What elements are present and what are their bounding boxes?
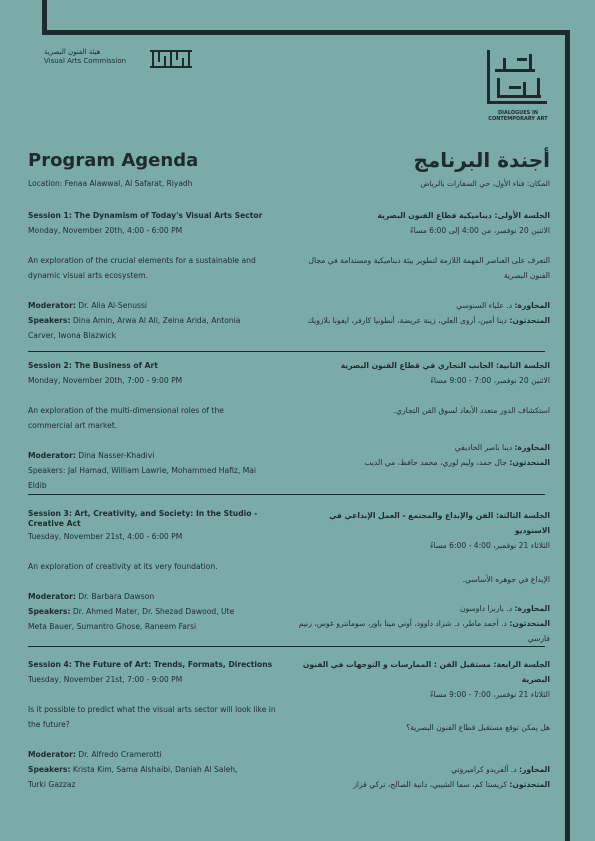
speakers-names: دينا أمين، أروى العلي، زينة عريضة، أنطونيا كارفر، ايفونا بلازويك [307,316,510,325]
session-description: استكشاف الدور متعدد الأبعاد لسوق الفن التجاري. [393,406,550,415]
moderator-name: د. ألفريدو كراميروتي [451,765,519,774]
speakers-names: Dina Amin, Arwa Al Ali, Zeina Arida, Antonia Carver, Iwona Blazwick [28,316,241,340]
vac-logo-icon [150,48,192,70]
speakers-label: Speakers: [28,765,71,774]
brand-en-line2: CONTEMPORARY ART [488,116,548,122]
org-name-ar: هيئة الفنون البصرية [44,48,101,56]
vac-logo-text [44,48,144,66]
moderator-name: دينا ناصر الخاديفي [454,443,515,452]
frame-right-border [565,30,570,841]
speakers-label: المتحدثون: [509,780,550,789]
moderator-label: المحاورة: [514,443,550,452]
session-speakers [28,463,258,493]
dialogues-logo-icon [485,48,551,106]
session-description: An exploration of the crucial elements for a sustainable and dynamic visual arts ecosystem. [28,256,256,280]
session-description: هل يمكن توقع مستقبل قطاع الفنون البصرية؟ [406,723,550,732]
session-speakers [28,313,248,343]
session-divider [28,351,545,352]
moderator-label: Moderator: [28,592,76,601]
session-title: الجلسة الرابعة: مستقبل الفن : الممارسات و التوجهات في الفنون البصرية [302,660,550,684]
session-title: الجلسة الثالثة: الفن والإبداع والمجتمع - العمل الإبداعي في الاستوديو [329,511,550,535]
session-moderator [28,448,298,463]
speakers-label: Speakers: [28,466,66,475]
session-date: Tuesday, November 21st, 7:00 - 9:00 PM [28,675,183,684]
session-description: An exploration of creativity at its very foundation. [28,562,218,571]
speakers-label: Speakers: [28,607,71,616]
speakers-names: جال حمد، وليم لوري، محمد حافظ، مي الديب [364,458,510,467]
speakers-names: د. أحمد ماطر، د. شزاد داوود، أوتي ميتا باور، سومانترو غوس، رنيم فارسي [298,619,550,643]
session-speakers [295,313,550,328]
org-name-en: Visual Arts Commission [44,57,127,65]
moderator-name: Dr. Alia Al-Senussi [75,301,148,310]
moderator-label: Moderator: [28,750,76,759]
session-description: الإبداع في جوهره الأساسي. [462,575,550,584]
brand-en-line1: DIALOGUES IN [497,110,539,116]
moderator-label: Moderator: [28,451,76,460]
session-speakers [295,777,550,792]
speakers-label: المتحدثون: [509,458,550,467]
moderator-name: Dr. Barbara Dawson [75,592,155,601]
session-title: Session 2: The Business of Art [28,361,158,370]
session-moderator [295,762,550,777]
session-moderator [28,298,298,313]
session-4-ar [295,657,550,792]
session-title: Session 3: Art, Creativity, and Society: In the Studio - Creative Act [28,509,258,528]
location-ar: المكان: فناء الأول، حي السفارات بالرياض [420,179,550,188]
session-title: Session 1: The Dynamism of Today's Visual Arts Sector [28,211,263,220]
speakers-label: المتحدثون: [509,316,550,325]
session-2-ar [295,358,550,470]
session-divider [28,494,545,495]
session-speakers [28,604,243,634]
moderator-name: د. علياء السنوسي [456,301,515,310]
session-description: Is it possible to predict what the visual arts sector will look like in the future? [28,705,276,729]
session-date: الثلاثاء 21 نوفمبر، 7:00 - 9:00 مساءً [429,690,550,699]
moderator-label: المحاور: [519,765,550,774]
page-title-ar: أجندة البرنامج [413,148,550,172]
session-4-en [28,657,298,792]
location-en: Location: Fenaa Alawwal, Al Safarat, Riyadh [28,179,193,188]
session-date: Monday, November 20th, 4:00 - 6:00 PM [28,226,183,235]
speakers-label: Speakers: [28,316,71,325]
session-date: الثلاثاء 21 نوفمبر، 4:00 - 6:00 مساءً [429,541,550,550]
moderator-name: د. باربرا داوسون [459,604,515,613]
frame-top-border [42,30,570,35]
session-speakers [28,762,253,792]
page-title-en: Program Agenda [28,150,199,171]
moderator-label: Moderator: [28,301,76,310]
session-2-en [28,358,298,493]
session-moderator [295,601,550,616]
session-1-en [28,208,298,343]
moderator-label: المحاورة: [514,301,550,310]
session-title: الجلسة الأولى: ديناميكية قطاع الفنون البصرية [377,211,550,220]
session-title: الجلسة الثانية: الجانب التجاري في قطاع الفنون البصرية [340,361,550,370]
session-speakers [295,455,550,470]
session-date: Monday, November 20th, 7:00 - 9:00 PM [28,376,183,385]
brand-name-en [485,110,551,122]
speakers-label: المتحدثون: [509,619,550,628]
session-moderator [295,440,550,455]
session-moderator [28,747,298,762]
session-moderator [28,589,298,604]
speakers-names: Dr. Ahmed Mater, Dr. Shezad Dawood, Ute Meta Bauer, Sumantro Ghose, Raneem Farsi [28,607,235,631]
frame-left-border [42,0,47,35]
moderator-name: Dr. Alfredo Cramerotti [75,750,162,759]
speakers-names: كريستا كم، سما الشيبي، دانية الصالح، تركي قزاز [353,780,510,789]
session-1-ar [295,208,550,328]
session-date: الاثنين 20 نوفمبر، من 4:00 إلى 6:00 مساءً [410,226,550,235]
speakers-names: Krista Kim, Sama Alshaibi, Daniah Al Saleh, Turki Gazzaz [28,765,238,789]
session-speakers [295,616,550,646]
session-moderator [295,298,550,313]
session-3-en [28,509,298,634]
moderator-name: Dina Nasser-Khadivi [75,451,155,460]
session-description: An exploration of the multi-dimensional roles of the commercial art market. [28,406,224,430]
session-title: Session 4: The Future of Art: Trends, Formats, Directions [28,660,273,669]
session-date: Tuesday, November 21st, 4:00 - 6:00 PM [28,532,183,541]
speakers-names: Jal Hamad, William Lawrie, Mohammed Hafiz, Mai Eldib [28,466,257,490]
session-description: التعرف على العناصر المهمة اللازمة لتطوير بيئة ديناميكية ومستدامة في مجال الفنون البصرية [308,256,550,280]
moderator-label: المحاورة: [514,604,550,613]
dialogues-logo [485,48,551,128]
session-3-ar [295,508,550,646]
session-date: الاثنين 20 نوفمبر، 7:00 - 9:00 مساءً [430,376,550,385]
session-divider [28,646,545,647]
